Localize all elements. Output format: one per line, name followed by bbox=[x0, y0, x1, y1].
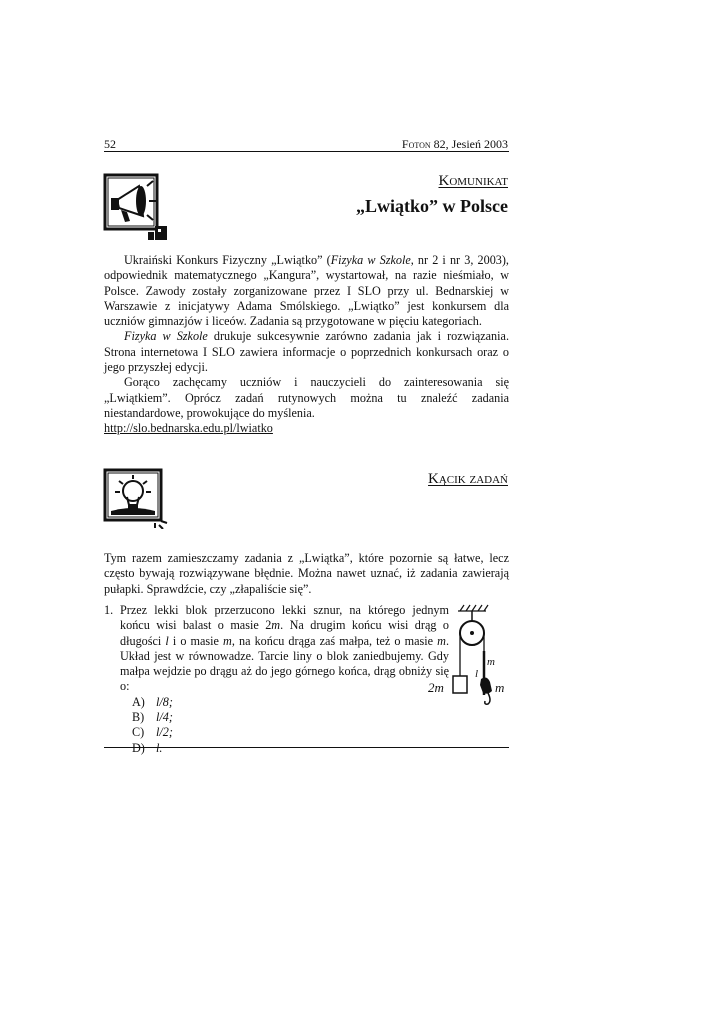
paragraph-1: Ukraiński Konkurs Fizyczny „Lwiątko” (Fizyka w Szkole, nr 2 i nr 3, 2003), odpowiednik matematycznego „Kangura”, wystartował, na razie nieśmiało, w Polsce. Zawody zostały zorganizowane przez I SLO przy ul. Bednarskiej w Warszawie z inicjatywy Adama Smólskiego. „Lwiątko” jest konkursem dla uczniów gimnazjów i liceów. Zadania są przygotowane w pięciu kategoriach. bbox=[104, 253, 509, 329]
monkey-mass-label: m bbox=[495, 680, 505, 695]
running-header bbox=[402, 137, 508, 152]
paragraph-3: Gorąco zachęcamy uczniów i nauczycieli do zainteresowania się „Lwiątkiem”. Oprócz zadań rutynowych można tu znaleźć zadania niestandardowe, prowokujące do myślenia. bbox=[104, 375, 509, 420]
komunikat-body bbox=[104, 253, 509, 421]
answer-b: B) l/4; bbox=[132, 710, 173, 725]
rod-mass-label: m bbox=[487, 656, 495, 668]
answer-a: A) l/8; bbox=[132, 694, 173, 709]
ceiling-hatch bbox=[458, 605, 488, 611]
intro-paragraph: Tym razem zamieszczamy zadania z „Lwiątka”, które pozornie są łatwe, lecz często bywają rozwiązywane błędnie. Można nawet uznać, iż zadania zawierają pułapki. Sprawdźcie, czy „złapaliście się”. bbox=[104, 551, 509, 596]
paragraph-2: Fizyka w Szkole drukuje sukcesywnie zarówno zadania jak i rozwiązania. Strona internetowa I SLO zawiera informacje o poprzednich konkursach oraz o jego przyszłej edycji. bbox=[104, 329, 509, 375]
section-title-kacik-zadan: Kącik zadań bbox=[428, 471, 508, 487]
monkey bbox=[480, 678, 492, 694]
problem-1 bbox=[104, 603, 449, 756]
pulley-figure bbox=[428, 603, 512, 709]
monkey-tail bbox=[485, 693, 490, 704]
rod-length-label: l bbox=[475, 668, 479, 680]
balast-label: 2m bbox=[428, 680, 444, 695]
problem-text: Przez lekki blok przerzucono lekki sznur, na którego jednym końcu wisi balast o masie 2m. Na drugim końcu wisi drąg o długości l i o masie m, na końcu drąga zaś małpa, też o masie m. Układ jest w równowadze. Tarcie liny o blok zaniedbujemy. Gdy małpa wejdzie po drągu aż do jego górnego końca, drąg obniży się o: bbox=[120, 603, 449, 694]
bottom-rule bbox=[104, 747, 509, 748]
website-link[interactable]: http://slo.bednarska.edu.pl/lwiatko bbox=[104, 421, 273, 435]
answer-c: C) l/2; bbox=[132, 725, 173, 740]
section-title-komunikat: Komunikat bbox=[438, 173, 508, 189]
pulley-axle bbox=[470, 631, 474, 635]
balast-box bbox=[453, 676, 467, 693]
issue-info: 82, Jesień 2003 bbox=[430, 137, 508, 151]
page-number: 52 bbox=[104, 137, 116, 151]
answer-d: D) l. bbox=[132, 740, 163, 755]
kacik-intro bbox=[104, 551, 509, 597]
problem-number: 1. bbox=[104, 603, 114, 617]
megaphone-icon bbox=[103, 172, 169, 242]
journal-name: Foton bbox=[401, 137, 431, 151]
article-headline: „Lwiątko” w Polsce bbox=[356, 196, 508, 216]
lightbulb-icon bbox=[103, 467, 171, 529]
header-rule bbox=[104, 151, 509, 152]
